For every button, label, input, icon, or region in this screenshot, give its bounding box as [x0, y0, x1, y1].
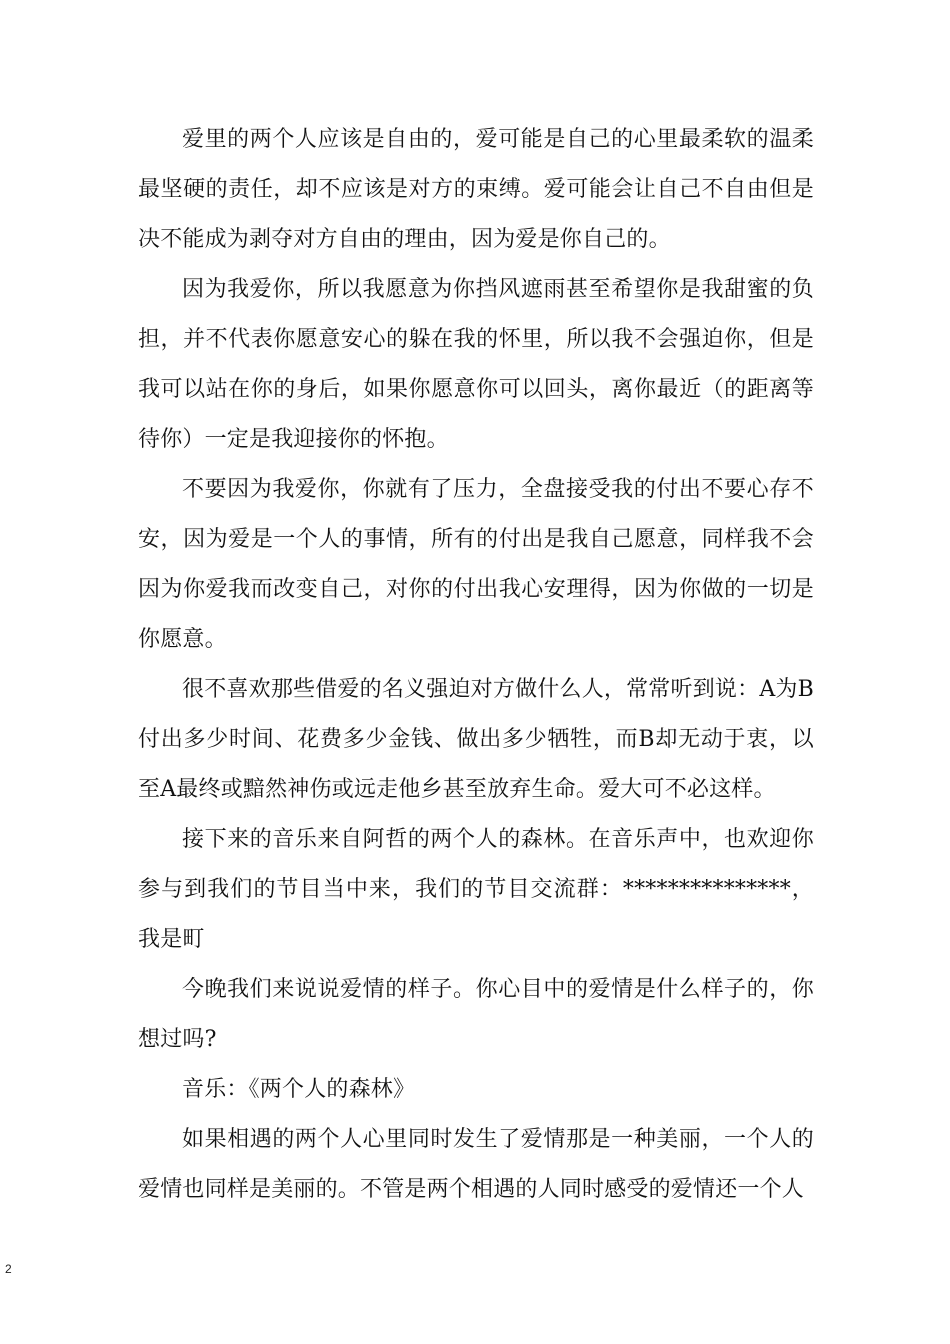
- paragraph-2: 因为我爱你，所以我愿意为你挡风遮雨甚至希望你是我甜蜜的负担，并不代表你愿意安心的躲在我的怀里，所以我不会强迫你，但是我可以站在你的身后，如果你愿意你可以回头，离你最近（的距离等待你）一定是我迎接你的怀抱。: [138, 277, 814, 452]
- paragraph-5: 接下来的音乐来自阿哲的两个人的森林。在音乐声中，也欢迎你参与到我们的节目当中来，我们的节目交流群：***************，我是町: [138, 827, 814, 952]
- paragraph-1: 爱里的两个人应该是自由的，爱可能是自己的心里最柔软的温柔最坚硬的责任，却不应该是对方的束缚。爱可能会让自己不自由但是决不能成为剥夺对方自由的理由，因为爱是你自己的。: [138, 127, 814, 252]
- paragraph-6: 今晚我们来说说爱情的样子。你心目中的爱情是什么样子的，你想过吗?: [138, 977, 814, 1052]
- paragraph-7: 音乐：《两个人的森林》: [182, 1077, 416, 1102]
- paragraph-4: 很不喜欢那些借爱的名义强迫对方做什么人，常常听到说：A为B付出多少时间、花费多少金钱、做出多少牺牲，而B却无动于衷，以至A最终或黯然神伤或远走他乡甚至放弃生命。爱大可不必这样。: [138, 677, 814, 802]
- paragraph-3: 不要因为我爱你，你就有了压力，全盘接受我的付出不要心存不安，因为爱是一个人的事情，所有的付出是我自己愿意，同样我不会因为你爱我而改变自己，对你的付出我心安理得，因为你做的一切是你愿意。: [138, 477, 814, 652]
- page-number: 2: [5, 1262, 12, 1276]
- paragraph-8: 如果相遇的两个人心里同时发生了爱情那是一种美丽，一个人的爱情也同样是美丽的。不管是两个相遇的人同时感受的爱情还一个人: [138, 1127, 814, 1202]
- document-body: [138, 115, 814, 1215]
